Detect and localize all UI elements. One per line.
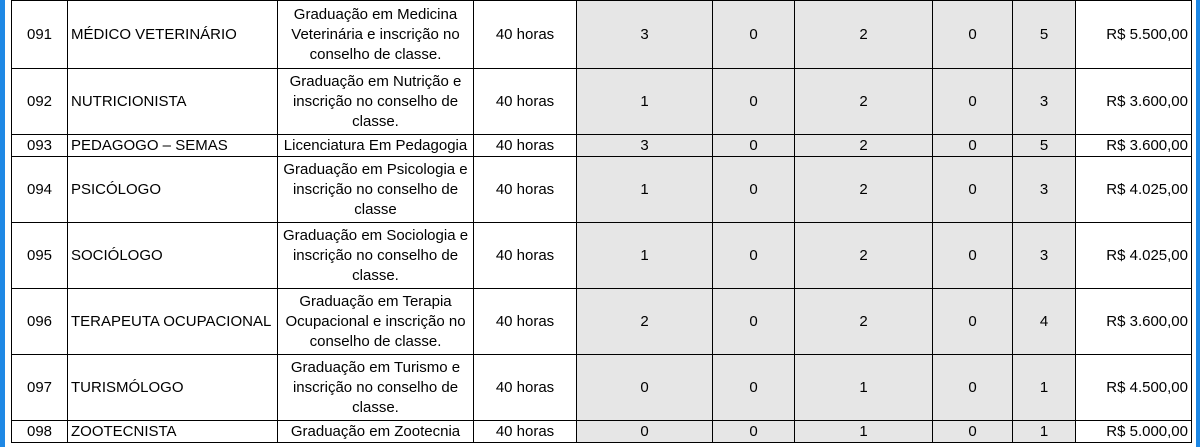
cell-vagas-2: 0 [713,135,795,157]
cell-vagas-1: 3 [577,1,713,69]
cell-code: 097 [12,355,68,421]
cell-total: 3 [1013,69,1076,135]
cell-total: 3 [1013,223,1076,289]
cell-vagas-3: 2 [795,157,933,223]
cell-cargo: NUTRICIONISTA [68,69,278,135]
cell-vagas-2: 0 [713,289,795,355]
cell-vagas-2: 0 [713,421,795,443]
cell-code: 091 [12,1,68,69]
cell-vagas-2: 0 [713,1,795,69]
cell-requisito: Graduação em Nutrição e inscrição no conselho de classe. [278,69,474,135]
cell-carga-horaria: 40 horas [474,421,577,443]
cell-vagas-2: 0 [713,223,795,289]
cell-total: 5 [1013,1,1076,69]
cell-requisito: Graduação em Psicologia e inscrição no conselho de classe [278,157,474,223]
cell-carga-horaria: 40 horas [474,135,577,157]
table-row [12,421,1192,443]
cell-vagas-4: 0 [933,135,1013,157]
cell-vagas-3: 2 [795,135,933,157]
table-row [12,135,1192,157]
cell-vagas-3: 2 [795,223,933,289]
vacancy-table [11,0,1192,443]
cell-vagas-1: 0 [577,355,713,421]
right-edge-bar [1196,0,1200,447]
cell-total: 1 [1013,355,1076,421]
cell-cargo: SOCIÓLOGO [68,223,278,289]
cell-carga-horaria: 40 horas [474,157,577,223]
cell-vagas-2: 0 [713,157,795,223]
cell-vagas-2: 0 [713,355,795,421]
cell-requisito: Graduação em Terapia Ocupacional e inscrição no conselho de classe. [278,289,474,355]
cell-carga-horaria: 40 horas [474,289,577,355]
cell-vagas-4: 0 [933,69,1013,135]
cell-salario: R$ 5.000,00 [1076,421,1192,443]
table-row [12,355,1192,421]
table-row [12,69,1192,135]
left-edge-bar [0,0,5,447]
cell-vagas-4: 0 [933,289,1013,355]
cell-carga-horaria: 40 horas [474,69,577,135]
cell-cargo: TERAPEUTA OCUPACIONAL [68,289,278,355]
cell-vagas-1: 1 [577,157,713,223]
cell-cargo: MÉDICO VETERINÁRIO [68,1,278,69]
cell-code: 094 [12,157,68,223]
cell-total: 4 [1013,289,1076,355]
cell-vagas-1: 1 [577,223,713,289]
cell-salario: R$ 5.500,00 [1076,1,1192,69]
cell-requisito: Graduação em Zootecnia [278,421,474,443]
cell-code: 093 [12,135,68,157]
cell-vagas-4: 0 [933,1,1013,69]
cell-salario: R$ 3.600,00 [1076,69,1192,135]
cell-cargo: PEDAGOGO – SEMAS [68,135,278,157]
cell-salario: R$ 4.025,00 [1076,223,1192,289]
cell-vagas-1: 1 [577,69,713,135]
cell-total: 1 [1013,421,1076,443]
cell-vagas-3: 2 [795,1,933,69]
cell-carga-horaria: 40 horas [474,223,577,289]
cell-vagas-1: 2 [577,289,713,355]
cell-code: 098 [12,421,68,443]
cell-requisito: Graduação em Turismo e inscrição no conselho de classe. [278,355,474,421]
table-row [12,1,1192,69]
cell-cargo: TURISMÓLOGO [68,355,278,421]
cell-vagas-4: 0 [933,157,1013,223]
cell-vagas-2: 0 [713,69,795,135]
cell-carga-horaria: 40 horas [474,1,577,69]
cell-requisito: Licenciatura Em Pedagogia [278,135,474,157]
cell-requisito: Graduação em Sociologia e inscrição no conselho de classe. [278,223,474,289]
cell-salario: R$ 3.600,00 [1076,289,1192,355]
cell-salario: R$ 4.500,00 [1076,355,1192,421]
cell-code: 095 [12,223,68,289]
cell-vagas-4: 0 [933,421,1013,443]
table-row [12,289,1192,355]
cell-requisito: Graduação em Medicina Veterinária e inscrição no conselho de classe. [278,1,474,69]
cell-carga-horaria: 40 horas [474,355,577,421]
cell-code: 096 [12,289,68,355]
cell-vagas-4: 0 [933,355,1013,421]
table-row [12,223,1192,289]
cell-vagas-1: 0 [577,421,713,443]
cell-vagas-1: 3 [577,135,713,157]
cell-vagas-3: 1 [795,421,933,443]
cell-salario: R$ 4.025,00 [1076,157,1192,223]
table-row [12,157,1192,223]
cell-vagas-3: 1 [795,355,933,421]
cell-vagas-3: 2 [795,289,933,355]
cell-vagas-3: 2 [795,69,933,135]
cell-code: 092 [12,69,68,135]
cell-cargo: ZOOTECNISTA [68,421,278,443]
cell-cargo: PSICÓLOGO [68,157,278,223]
cell-total: 3 [1013,157,1076,223]
cell-salario: R$ 3.600,00 [1076,135,1192,157]
cell-vagas-4: 0 [933,223,1013,289]
cell-total: 5 [1013,135,1076,157]
